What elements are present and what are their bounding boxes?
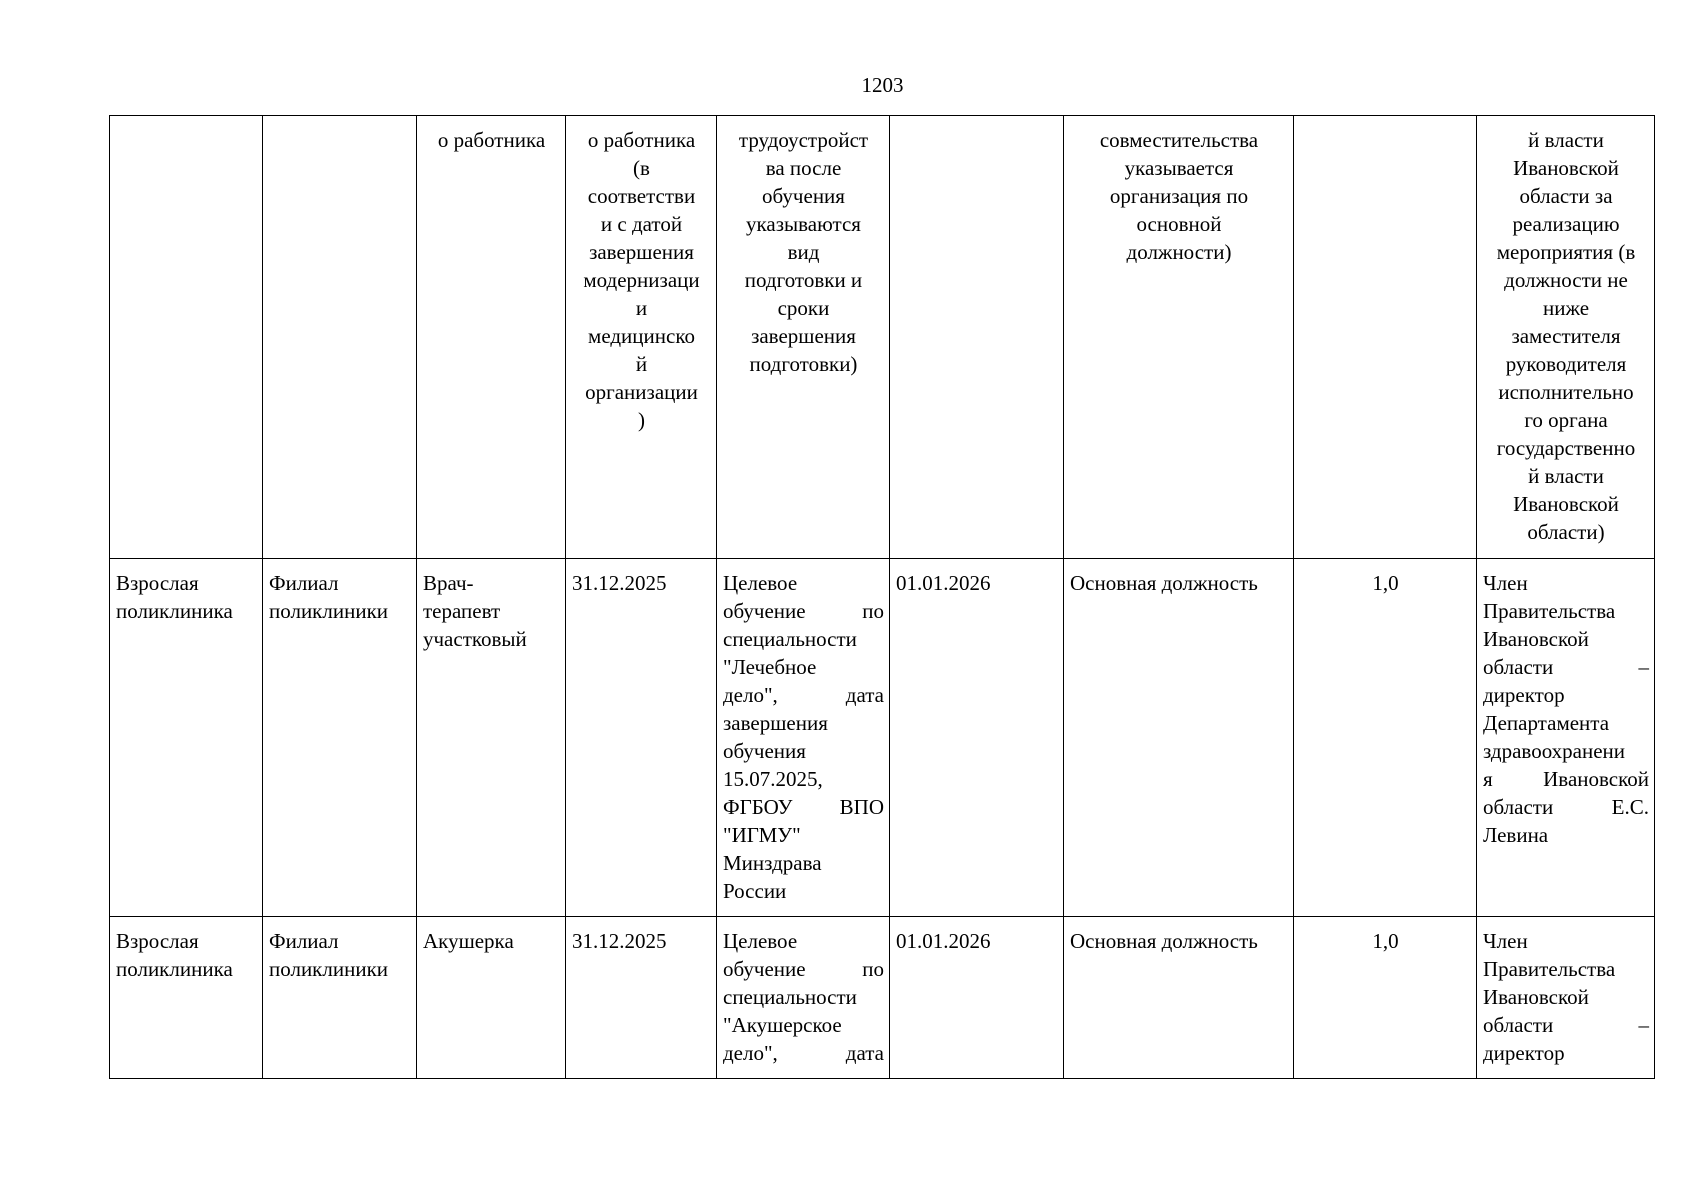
header-cell-subdivision	[263, 116, 417, 559]
cell-unit	[110, 917, 263, 1079]
cell-text-line: совместительства	[1099, 128, 1259, 152]
table-row	[110, 917, 1655, 1079]
responsible-text-line: я Ивановской	[1483, 767, 1649, 791]
responsible-text-line: области Е.С.	[1483, 795, 1649, 819]
cell-unit	[110, 559, 263, 917]
cell-text-line: подготовки)	[749, 352, 858, 376]
training-text-line: "Акушерское	[723, 1013, 842, 1037]
cell-text-line: области за	[1519, 184, 1613, 208]
cell-text-line: указывается	[1124, 156, 1234, 180]
cell-text-line: организация по	[1109, 184, 1249, 208]
cell-text-line: участковый	[423, 627, 527, 651]
training-text-line: обучение по	[723, 957, 884, 981]
cell-text-line: Акушерка	[423, 929, 514, 953]
cell-text-line: поликлиника	[116, 957, 233, 981]
training-text-line: специальности	[723, 627, 857, 651]
training-text-line: дело", дата	[723, 1041, 884, 1065]
cell-text-line: соответстви	[587, 184, 696, 208]
cell-text-line: трудоустройст	[738, 128, 869, 152]
header-cell-responsible	[1477, 116, 1655, 559]
cell-employment-type: Основная должность	[1064, 559, 1294, 917]
cell-text-line: й власти	[1528, 464, 1604, 488]
cell-rate: 1,0	[1294, 917, 1477, 1079]
cell-responsible	[1477, 917, 1655, 1079]
cell-text-line: модернизаци	[583, 268, 700, 292]
responsible-text-line: директор	[1483, 683, 1565, 707]
responsible-text-line: здравоохранени	[1483, 739, 1626, 763]
cell-text-line: должности не	[1504, 268, 1628, 292]
cell-text-line: й власти	[1528, 128, 1604, 152]
cell-subdivision	[263, 559, 417, 917]
training-text-line: Целевое	[723, 571, 798, 595]
cell-start-date: 01.01.2026	[890, 917, 1064, 1079]
cell-text-line: мероприятия (в	[1496, 240, 1636, 264]
cell-text-line: основной	[1136, 212, 1222, 236]
cell-text-line: руководителя	[1505, 352, 1627, 376]
header-cell-rate	[1294, 116, 1477, 559]
responsible-text-line: директор	[1483, 1041, 1565, 1065]
cell-text-line: вид	[787, 240, 820, 264]
cell-end-date: 31.12.2025	[566, 559, 717, 917]
cell-text-line: Филиал	[269, 571, 339, 595]
header-cell-unit	[110, 116, 263, 559]
cell-text-line: медицинско	[588, 324, 695, 348]
cell-text-line: заместителя	[1511, 324, 1621, 348]
training-text-line: Целевое	[723, 929, 798, 953]
cell-text-line: о работника	[587, 128, 696, 152]
training-text-line: ФГБОУ ВПО	[723, 795, 884, 819]
responsible-text-line: Ивановской	[1483, 627, 1589, 651]
responsible-text-line: Ивановской	[1483, 985, 1589, 1009]
training-text-line: дело", дата	[723, 683, 884, 707]
cell-text-line: ниже	[1542, 296, 1590, 320]
cell-end-date: 31.12.2025	[566, 917, 717, 1079]
cell-training	[717, 917, 890, 1079]
table-header-continuation-row	[110, 116, 1655, 559]
header-cell-employment-type	[1064, 116, 1294, 559]
responsible-text-line: области –	[1483, 1013, 1649, 1037]
header-cell-training	[717, 116, 890, 559]
header-cell-start-date	[890, 116, 1064, 559]
cell-text-line: Ивановской	[1513, 156, 1619, 180]
training-text-line: "Лечебное	[723, 655, 817, 679]
page-number: 1203	[861, 73, 904, 97]
cell-text-line: должности)	[1126, 240, 1232, 264]
cell-text-line: (в	[633, 156, 650, 180]
cell-text-line: сроки	[777, 296, 830, 320]
cell-text-line: государственно	[1496, 436, 1636, 460]
training-text-line: обучения	[723, 739, 806, 763]
training-text-line: 15.07.2025,	[723, 767, 823, 791]
cell-text-line: ва после	[765, 156, 842, 180]
cell-text-line: й	[635, 352, 648, 376]
cell-text-line: организации	[585, 380, 698, 404]
cell-text-line: завершения	[751, 324, 856, 348]
training-text-line: завершения	[723, 711, 828, 735]
cell-training	[717, 559, 890, 917]
training-text-line: специальности	[723, 985, 857, 1009]
cell-text-line: реализацию	[1512, 212, 1620, 236]
cell-subdivision	[263, 917, 417, 1079]
training-text-line: обучение по	[723, 599, 884, 623]
cell-responsible	[1477, 559, 1655, 917]
responsible-text-line: Департамента	[1483, 711, 1610, 735]
cell-rate: 1,0	[1294, 559, 1477, 917]
header-cell-end-date	[566, 116, 717, 559]
responsible-text-line: Правительства	[1483, 599, 1616, 623]
responsible-text-line: Член	[1483, 929, 1528, 953]
cell-text-line: завершения	[589, 240, 694, 264]
responsible-text-line: Правительства	[1483, 957, 1616, 981]
cell-employment-type: Основная должность	[1064, 917, 1294, 1079]
training-text-line: "ИГМУ"	[723, 823, 801, 847]
cell-text-line: Ивановской	[1513, 492, 1619, 516]
cell-text-line: терапевт	[423, 599, 501, 623]
cell-text-line: обучения	[762, 184, 845, 208]
cell-text-line: )	[638, 408, 645, 432]
cell-text-line: го органа	[1524, 408, 1608, 432]
cell-text-line: поликлиника	[116, 599, 233, 623]
responsible-text-line: Член	[1483, 571, 1528, 595]
cell-text-line: указываются	[746, 212, 861, 236]
cell-position	[417, 559, 566, 917]
document-table	[109, 115, 1655, 1079]
responsible-text-line: Левина	[1483, 823, 1549, 847]
cell-text-line: Взрослая	[116, 929, 199, 953]
cell-text-line: Врач-	[423, 571, 474, 595]
cell-text-line: исполнительно	[1498, 380, 1634, 404]
training-text-line: Минздрава	[723, 851, 822, 875]
training-text-line: России	[723, 879, 787, 903]
cell-text-line: поликлиники	[269, 957, 389, 981]
cell-start-date: 01.01.2026	[890, 559, 1064, 917]
header-cell-position: о работника	[417, 116, 566, 559]
table-row	[110, 559, 1655, 917]
cell-text-line: и	[635, 296, 648, 320]
cell-text-line: поликлиники	[269, 599, 389, 623]
cell-text-line: области)	[1527, 520, 1605, 544]
cell-position	[417, 917, 566, 1079]
cell-text-line: и с датой	[600, 212, 683, 236]
responsible-text-line: области –	[1483, 655, 1649, 679]
cell-text-line: подготовки и	[744, 268, 863, 292]
cell-text-line: Взрослая	[116, 571, 199, 595]
cell-text-line: Филиал	[269, 929, 339, 953]
